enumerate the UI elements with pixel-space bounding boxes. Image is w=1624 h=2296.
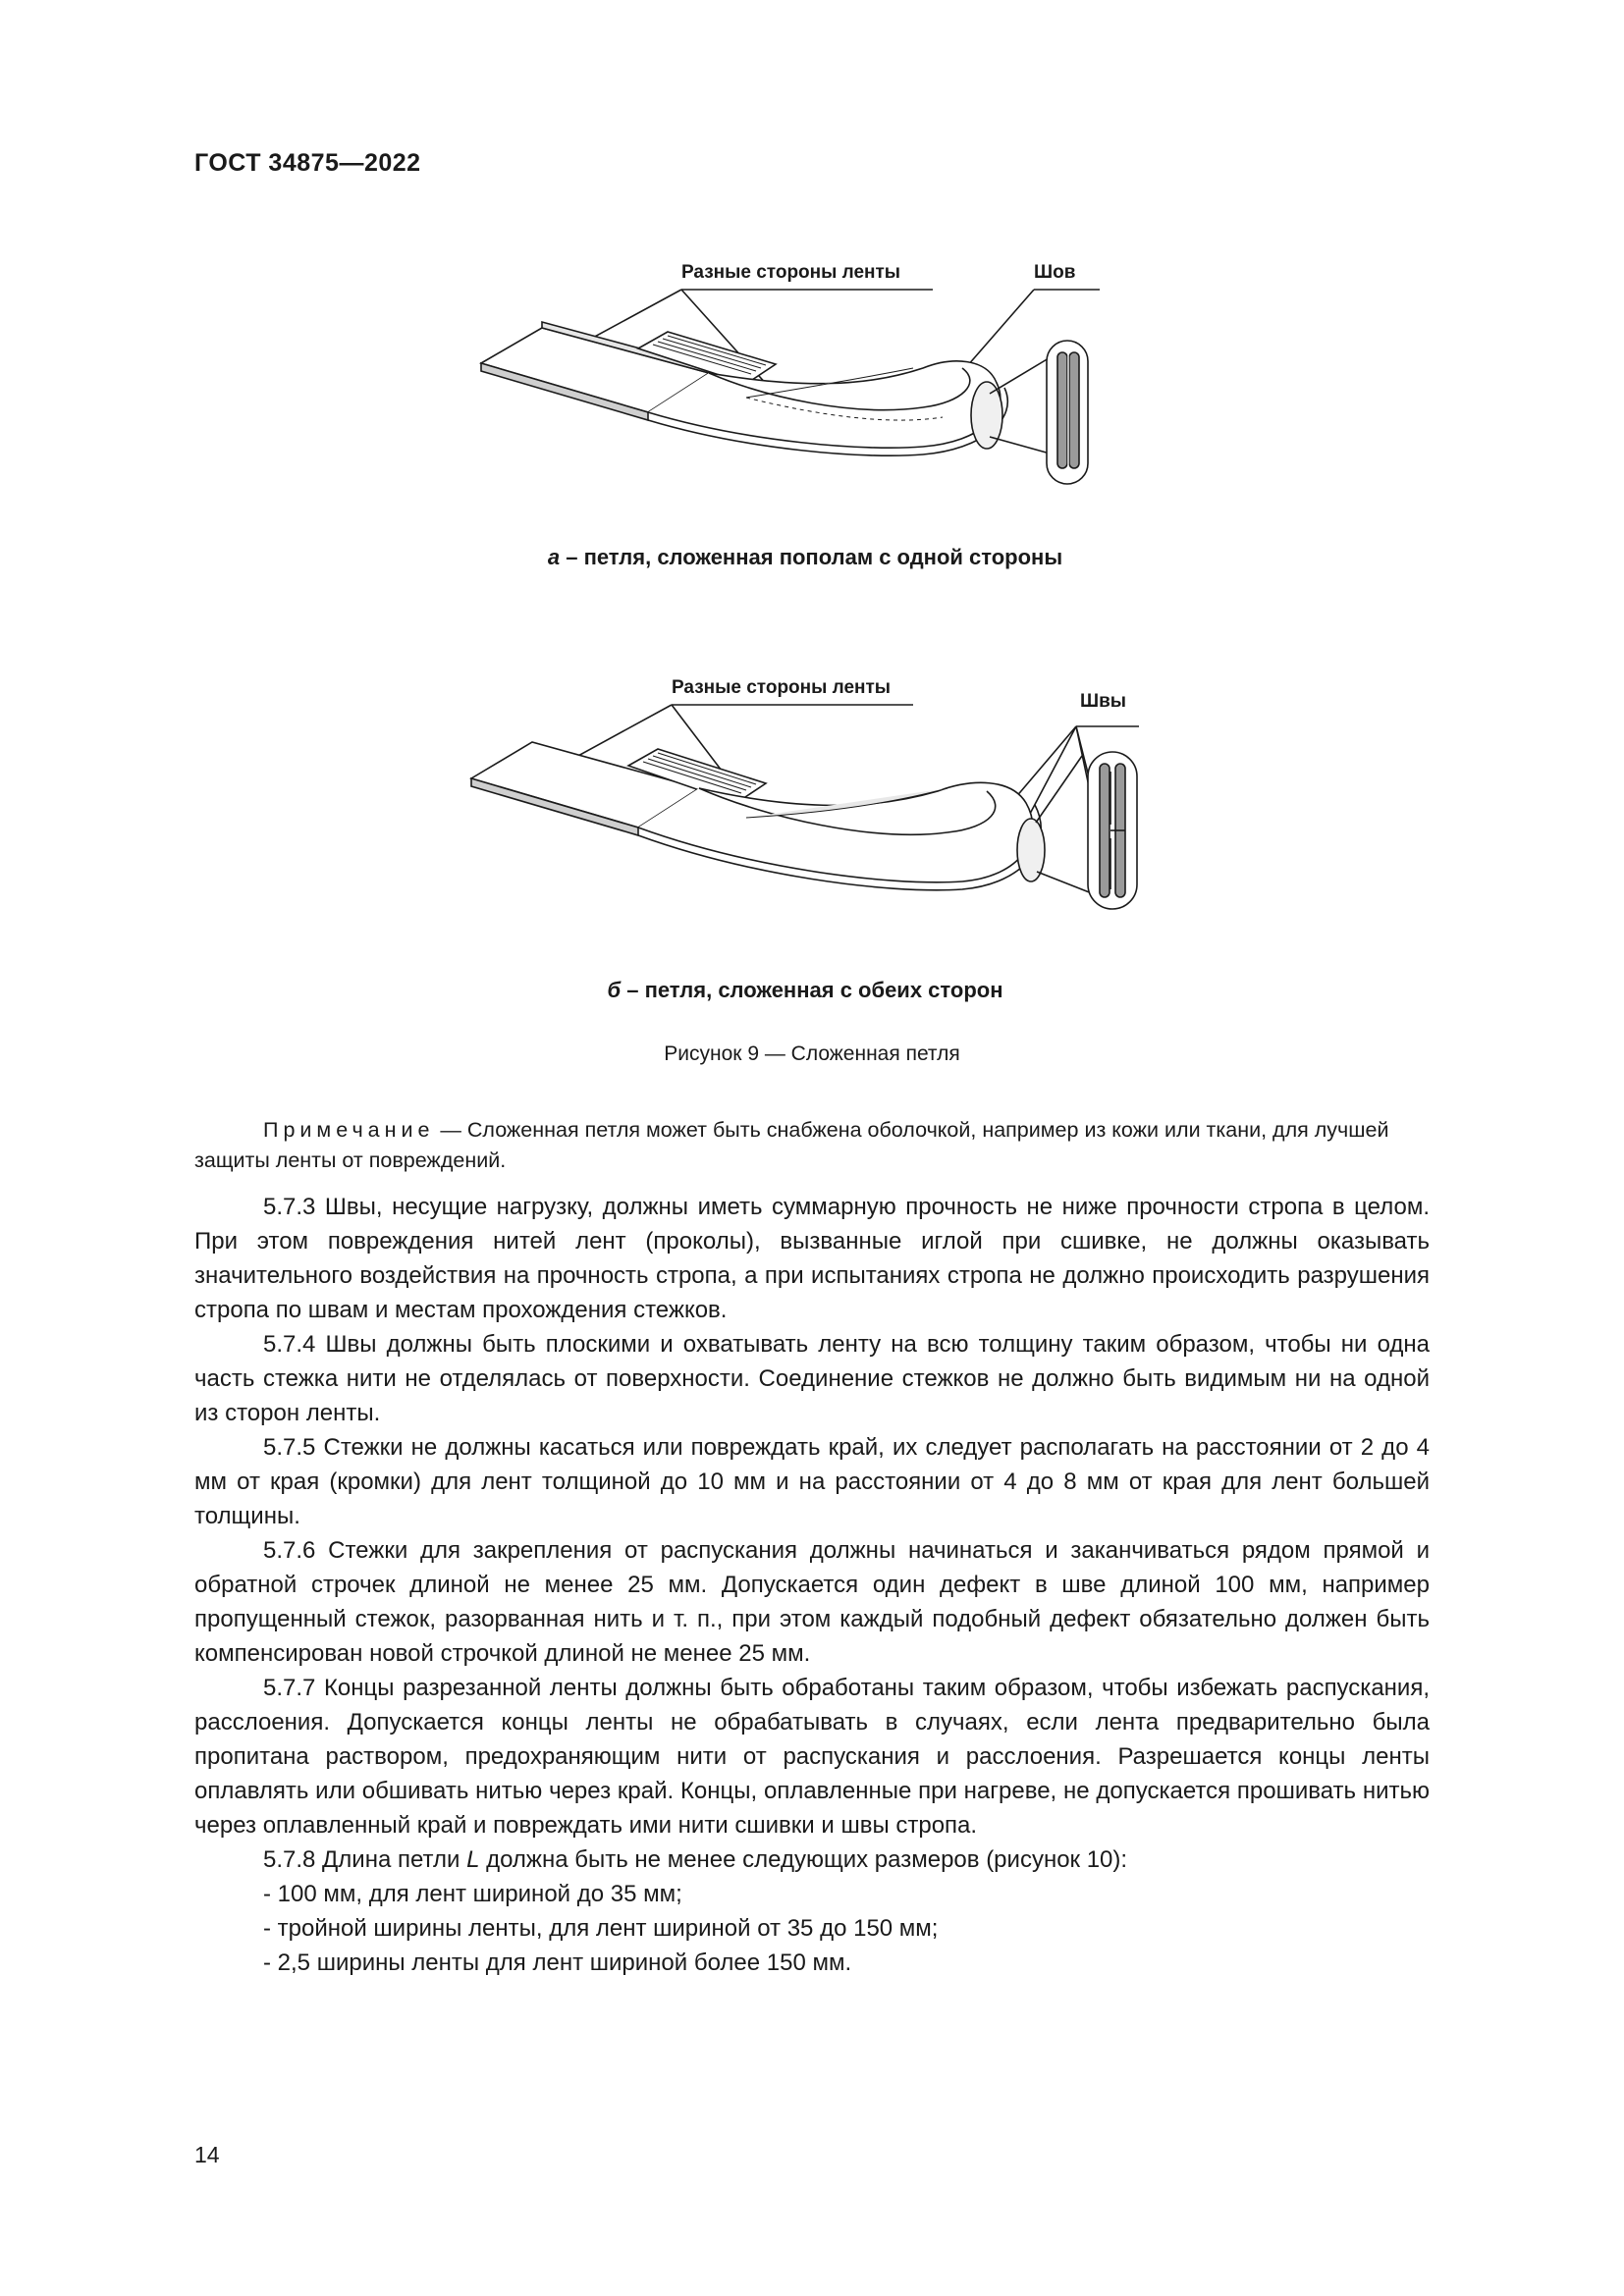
figure-a-label-sides: Разные стороны ленты <box>681 262 901 283</box>
figure-b-label-sides: Разные стороны ленты <box>672 677 892 698</box>
list-item: - тройной ширины ленты, для лент шириной от 35 до 150 мм; <box>263 1915 939 1942</box>
paragraph-5-7-8-var: L <box>466 1846 480 1873</box>
note-text: — Сложенная петля может быть снабжена оболочкой, например из кожи или ткани, для лучшей защиты ленты от повреждений. <box>194 1118 1389 1172</box>
note-label: Примечание <box>263 1118 435 1142</box>
figure-a <box>452 250 1159 584</box>
figure-a-label-seam: Шов <box>1034 262 1076 283</box>
paragraph-5-7-4: 5.7.4 Швы должны быть плоскими и охватывать ленту на всю толщину таким образом, чтобы ни одна часть стежка нити не отделялась от поверхности. Соединение стежков не должно быть видимым ни на одной из сторон ленты. <box>194 1331 1430 1426</box>
figure-a-drawing <box>452 250 1159 515</box>
figure-title: Рисунок 9 — Сложенная петля <box>664 1042 960 1065</box>
figure-b-label-seams: Швы <box>1080 691 1126 712</box>
note <box>194 1115 1430 1176</box>
paragraph-5-7-7: 5.7.7 Концы разрезанной ленты должны быть обработаны таким образом, чтобы избежать распускания, расслоения. Допускается концы ленты не обрабатывать в случаях, если лента предварительно была пропитана раствором, предохраняющим нити от распускания и расслоения. Разрешается концы ленты оплавлять или обшивать нитью через край. Концы, оплавленные при нагреве, не допускается прошивать нитью через оплавленный край и повреждать ими нити сшивки и швы стропа. <box>194 1675 1430 1839</box>
page-number: 14 <box>194 2142 220 2167</box>
paragraph-5-7-6: 5.7.6 Стежки для закрепления от распускания должны начинаться и заканчиваться рядом прямой и обратной строчек длиной не менее 25 мм. Допускается один дефект в шве длиной 100 мм, например пропущенный стежок, разорванная нить и т. п., при этом каждый подобный дефект обязательно должен быть компенсирован новой строчкой длиной не менее 25 мм. <box>194 1537 1430 1667</box>
figure-b-caption <box>452 978 1159 1003</box>
list-item: - 2,5 ширины ленты для лент шириной более 150 мм. <box>263 1949 852 1976</box>
paragraph-5-7-8-before: 5.7.8 Длина петли <box>263 1846 467 1873</box>
figure-b-caption-text: – петля, сложенная с обеих сторон <box>621 978 1003 1002</box>
paragraph-5-7-3: 5.7.3 Швы, несущие нагрузку, должны иметь суммарную прочность не ниже прочности стропа в целом. При этом повреждения нитей лент (проколы), вызванные иглой при сшивке, не должны оказывать значительного воздействия на прочность стропа, а при испытаниях стропа не должно происходить разрушения стропа по швам и местам прохождения стежков. <box>194 1194 1430 1323</box>
figure-a-caption-letter: а <box>547 545 561 569</box>
figure-a-caption <box>452 545 1159 570</box>
paragraph-5-7-8-after: должна быть не менее следующих размеров (рисунок 10): <box>479 1846 1128 1873</box>
loop-length-list <box>194 1877 1430 1980</box>
figure-a-caption-text: – петля, сложенная пополам с одной стороны <box>560 545 1063 569</box>
paragraph-5-7-5: 5.7.5 Стежки не должны касаться или повреждать край, их следует располагать на расстоянии от 2 до 4 мм от края (кромки) для лент толщиной до 10 мм и на расстоянии от 4 до 8 мм от края для лент большей толщины. <box>194 1434 1430 1529</box>
figure-b-drawing <box>452 666 1159 950</box>
body-paragraphs <box>194 1190 1430 1980</box>
paragraph-5-7-8 <box>194 1842 1430 1877</box>
list-item: - 100 мм, для лент шириной до 35 мм; <box>263 1881 682 1907</box>
document-header: ГОСТ 34875—2022 <box>194 149 421 177</box>
figure-b <box>452 666 1159 1014</box>
figure-b-caption-letter: б <box>607 978 622 1002</box>
